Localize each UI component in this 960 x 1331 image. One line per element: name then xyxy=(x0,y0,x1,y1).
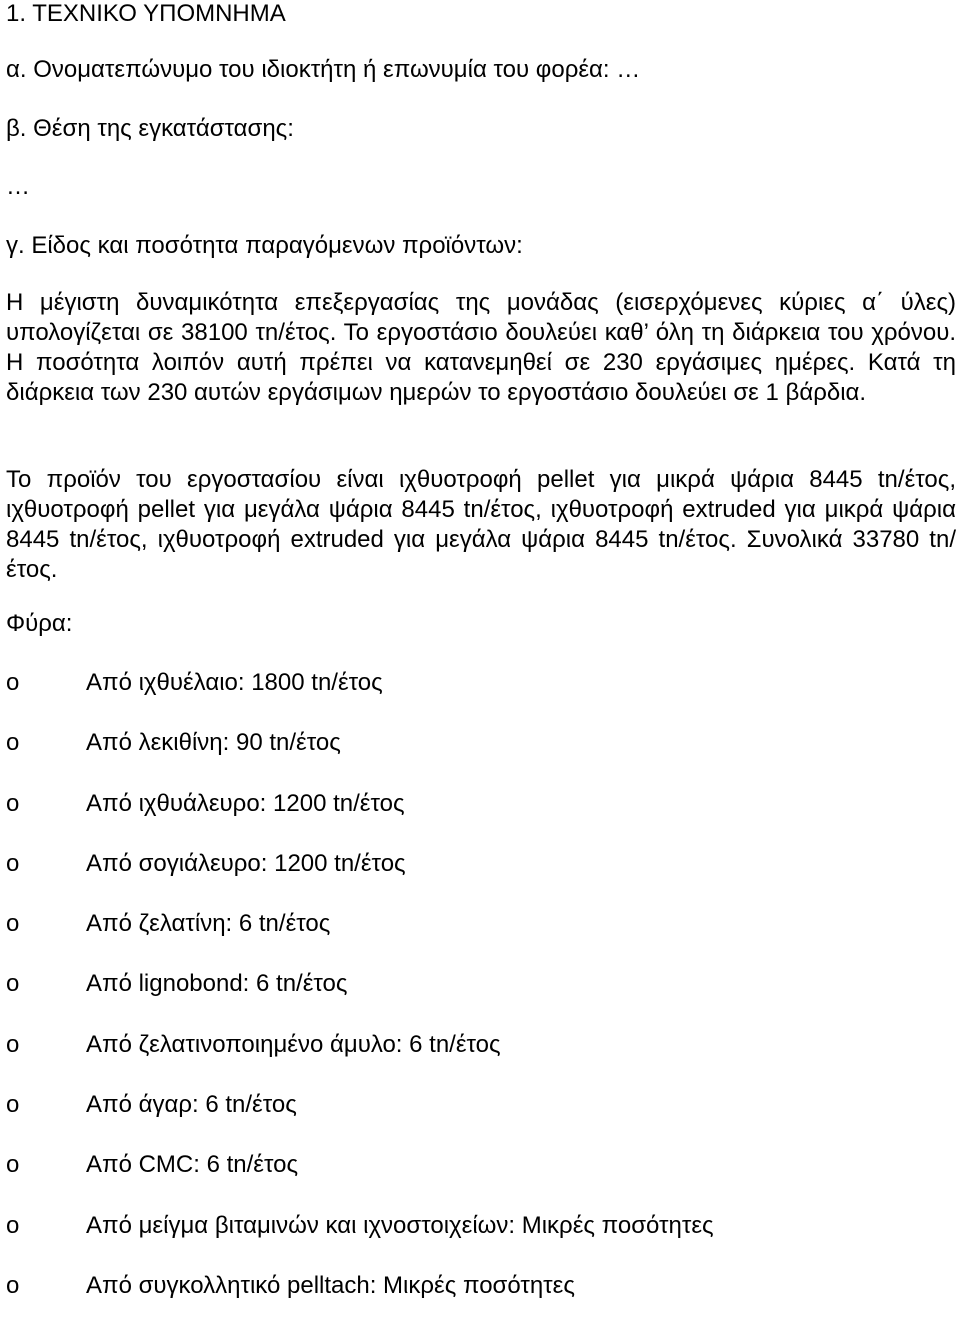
loss-item-text: Από ζελατινοποιημένο άμυλο: 6 tn/έτος xyxy=(86,1030,501,1058)
bullet-icon: o xyxy=(6,910,20,938)
bullet-icon: o xyxy=(6,1030,20,1058)
bullet-icon: o xyxy=(6,970,20,998)
loss-item-text: Από σογιάλευρο: 1200 tn/έτος xyxy=(86,849,406,877)
loss-item-text: Από ιχθυέλαιο: 1800 tn/έτος xyxy=(86,669,383,696)
bullet-icon: o xyxy=(6,1151,20,1179)
section-heading: 1. ΤΕΧΝΙΚΟ ΥΠΟΜΝΗΜΑ xyxy=(6,0,286,27)
list-item xyxy=(6,849,956,909)
loss-item-text: Από ιχθυάλευρο: 1200 tn/έτος xyxy=(86,789,405,817)
list-item xyxy=(6,1150,956,1210)
bullet-icon: o xyxy=(6,789,20,817)
loss-item-text: Από ζελατίνη: 6 tn/έτος xyxy=(86,910,331,938)
bullet-icon: o xyxy=(6,729,20,757)
list-item xyxy=(6,789,956,849)
list-item xyxy=(6,668,956,728)
owner-line: α. Ονοματεπώνυμο του ιδιοκτήτη ή επωνυμία του φορέα: … xyxy=(6,56,641,83)
list-item xyxy=(6,909,956,969)
loss-item-text: Από λεκιθίνη: 90 tn/έτος xyxy=(86,729,341,757)
list-item xyxy=(6,1090,956,1150)
list-item xyxy=(6,969,956,1029)
loss-item-text: Από lignobond: 6 tn/έτος xyxy=(86,970,348,998)
list-item xyxy=(6,1271,956,1331)
losses-list xyxy=(6,668,956,1331)
location-value: … xyxy=(6,173,30,200)
list-item xyxy=(6,1030,956,1090)
loss-item-text: Από CMC: 6 tn/έτος xyxy=(86,1151,299,1179)
capacity-paragraph: Η μέγιστη δυναμικότητα επεξεργασίας της μονάδας (εισερχόμενες κύριες α΄ ύλες) υπολογίζεται σε 38100 τn/έτος. Το εργοστάσιο δουλεύει καθ’ όλη τη διάρκεια του χρόνου. Η ποσότητα λοιπόν αυτή πρέπει να κατανεμηθεί σε 230 εργάσιμες ημέρες. Κατά τη διάρκεια των 230 αυτών εργάσιμων ημερών το εργοστάσιο δουλεύει σε 1 βάρδια. xyxy=(6,289,956,406)
list-item xyxy=(6,1211,956,1271)
products-paragraph: Το προϊόν του εργοστασίου είναι ιχθυοτροφή pellet για μικρά ψάρια 8445 tn/έτος, ιχθυοτροφή pellet για μεγάλα ψάρια 8445 tn/έτος, ιχθυοτροφή extruded για μικρά ψάρια 8445 tn/έτος, ιχθυοτροφή extruded για μεγάλα ψάρια 8445 tn/έτος. Συνολικά 33780 tn/έτος. xyxy=(6,466,956,583)
products-label: γ. Είδος και ποσότητα παραγόμενων προϊόντων: xyxy=(6,232,523,259)
bullet-icon: o xyxy=(6,1271,20,1299)
bullet-icon: o xyxy=(6,1211,20,1239)
loss-item-text: Από άγαρ: 6 tn/έτος xyxy=(86,1091,297,1119)
loss-item-text: Από συγκολλητικό pelltach: Μικρές ποσότητες xyxy=(86,1271,575,1299)
bullet-icon: o xyxy=(6,669,20,696)
bullet-icon: o xyxy=(6,849,20,877)
bullet-icon: o xyxy=(6,1091,20,1119)
loss-item-text: Από μείγμα βιταμινών και ιχνοστοιχείων: Μικρές ποσότητες xyxy=(86,1211,714,1239)
losses-label: Φύρα: xyxy=(6,610,73,637)
location-label: β. Θέση της εγκατάστασης: xyxy=(6,115,294,142)
list-item xyxy=(6,728,956,788)
